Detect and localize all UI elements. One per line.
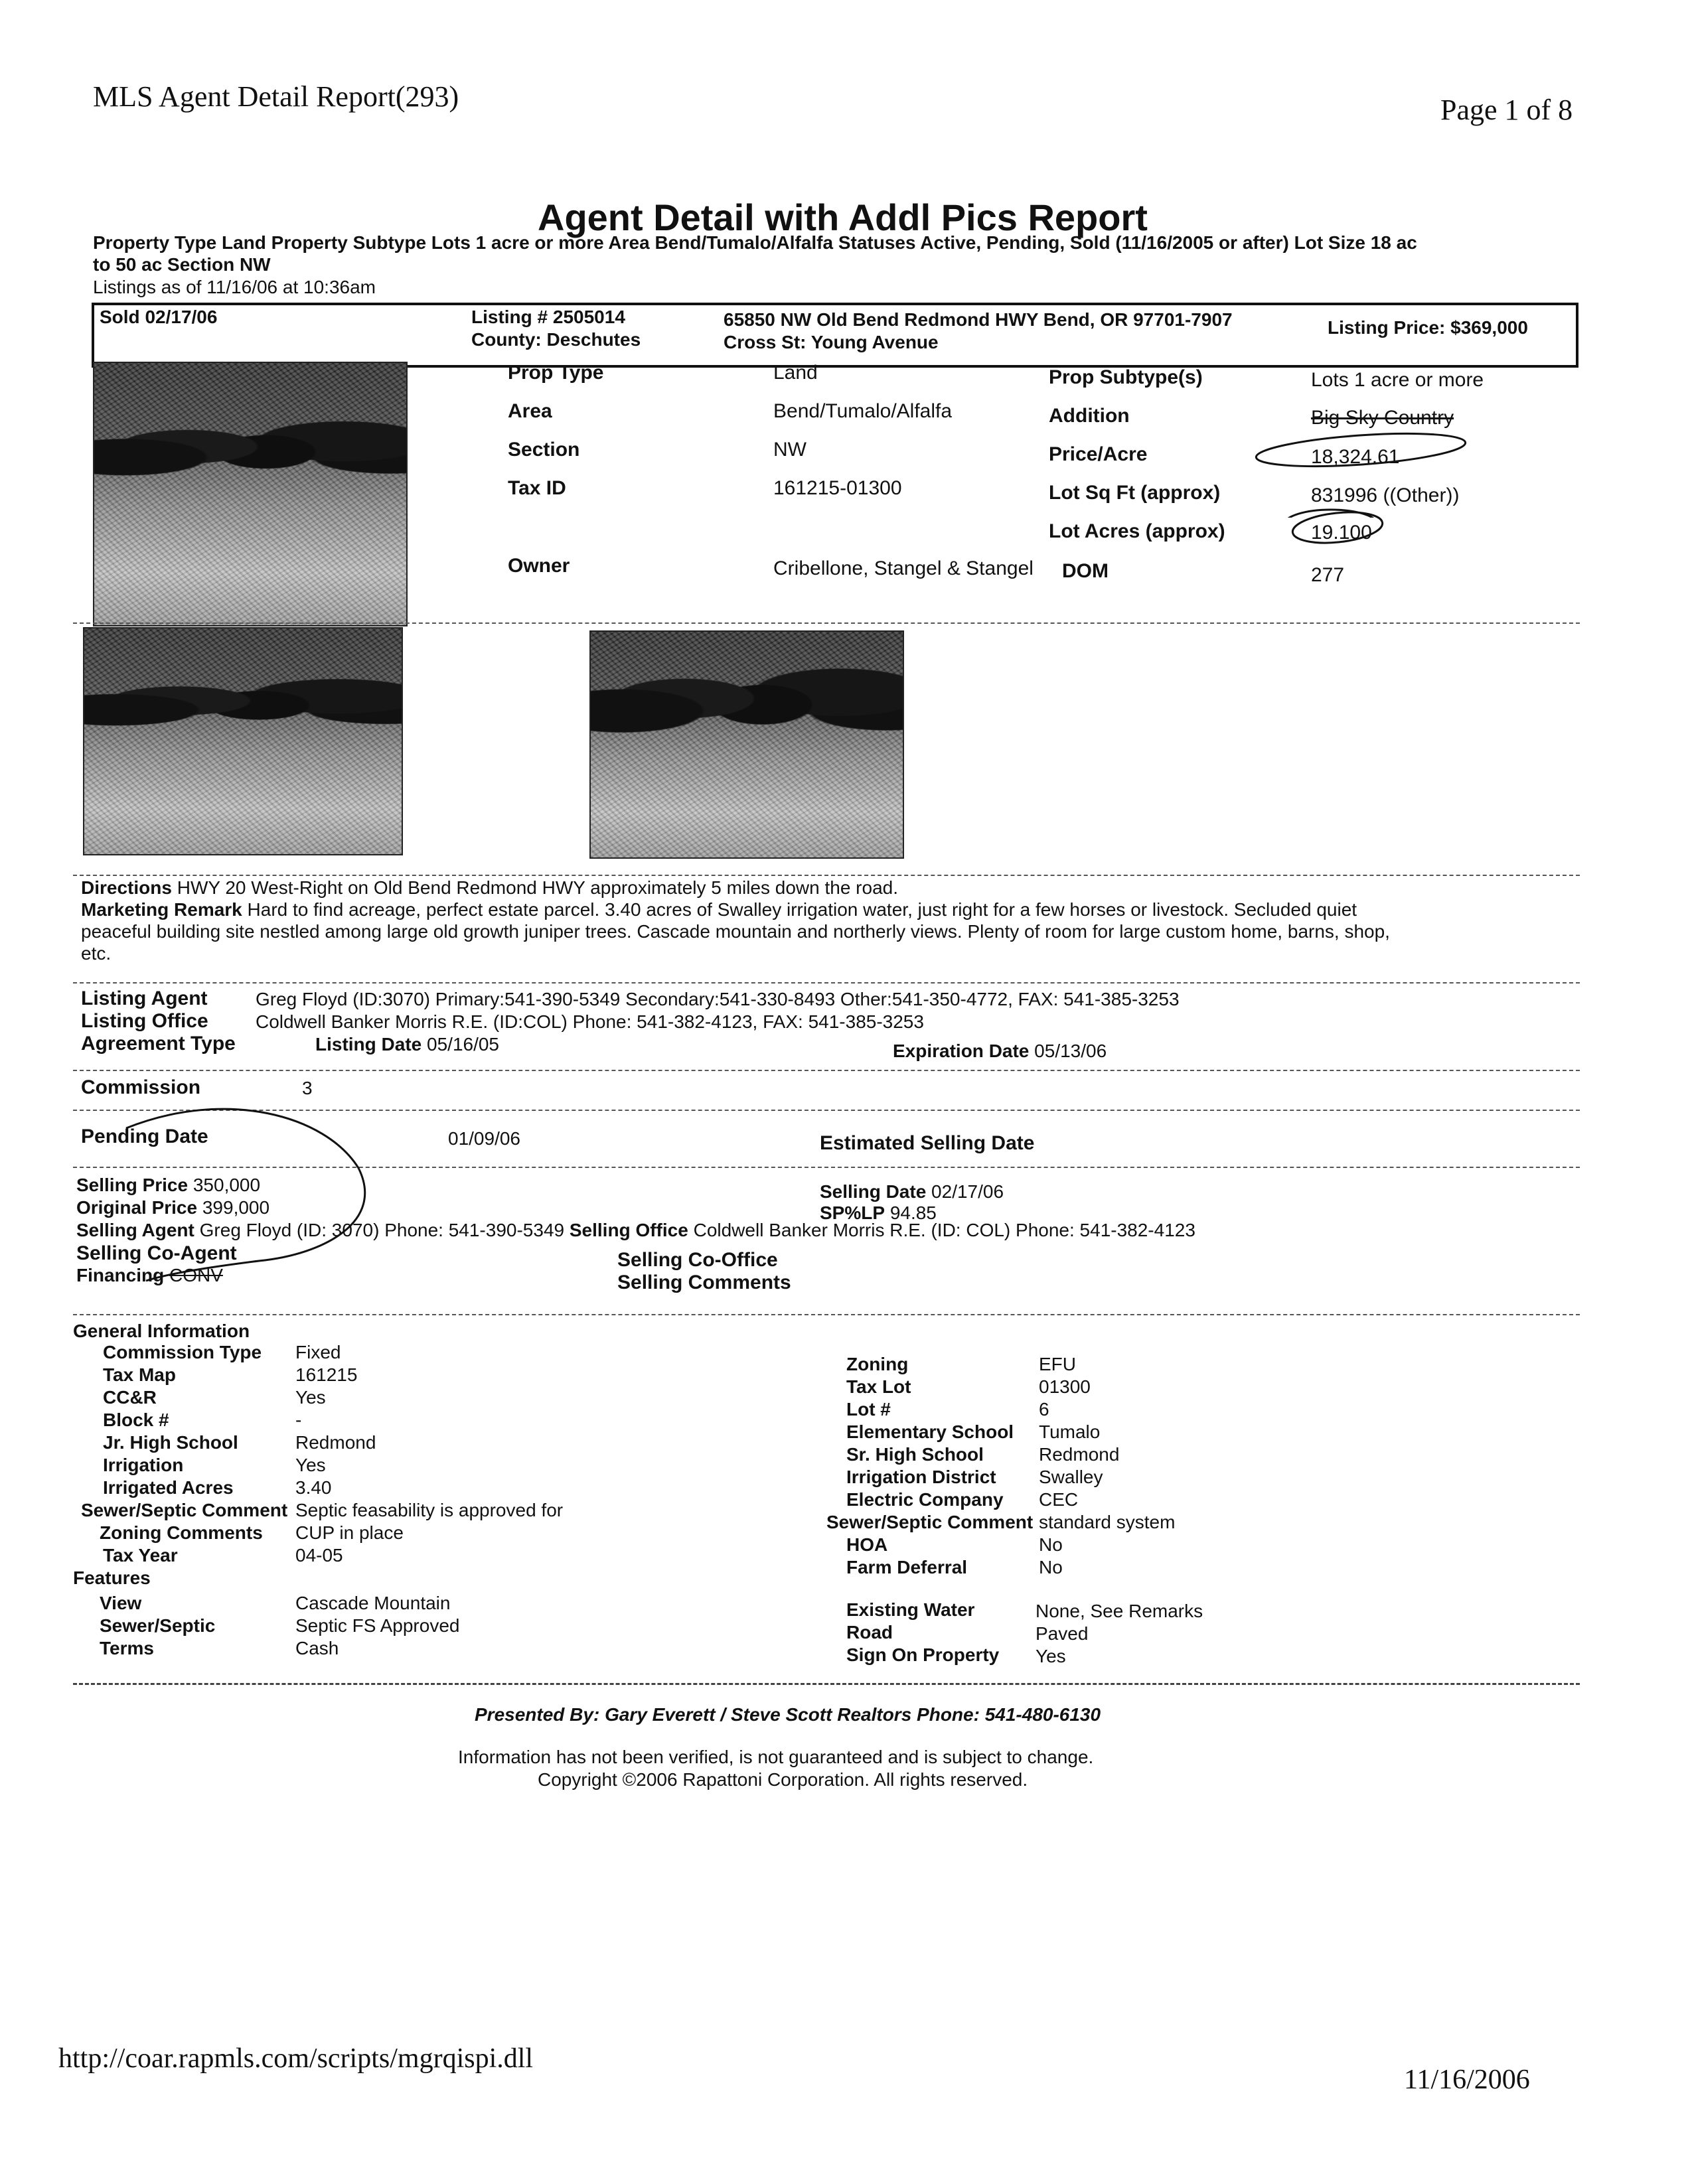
selling-date-label: Selling Date [820, 1181, 927, 1202]
lot-acres-circle [1288, 508, 1394, 547]
directions-text: HWY 20 West-Right on Old Bend Redmond HWY approximately 5 miles down the road. [177, 877, 899, 898]
selling-agent-value: Greg Floyd (ID: 3070) Phone: 541-390-5349 [199, 1220, 565, 1240]
general-right-label: Sr. High School [846, 1444, 984, 1465]
marketing-remark-line-3: etc. [81, 943, 112, 964]
agreement-type-label: Agreement Type [81, 1033, 236, 1055]
detail-value-2: 277 [1311, 564, 1345, 586]
general-left-value: 161215 [295, 1364, 358, 1385]
general-left-label: Jr. High School [103, 1432, 238, 1453]
general-left-value: 04-05 [295, 1545, 343, 1565]
general-left-label: Block # [103, 1410, 169, 1430]
general-right-value: Redmond [1039, 1444, 1120, 1465]
detail-label-2: Prop Subtype(s) [1049, 366, 1203, 388]
listing-office-label: Listing Office [81, 1010, 208, 1032]
general-left-value: - [295, 1410, 302, 1430]
feature-left-label: Sewer/Septic [100, 1615, 216, 1636]
original-price-label: Original Price [76, 1197, 198, 1218]
general-right-label: HOA [846, 1534, 888, 1555]
disclaimer: Information has not been verified, is not guaranteed and is subject to change. [458, 1747, 1094, 1767]
general-right-label: Farm Deferral [846, 1557, 968, 1577]
handwritten-circle-annotations [1248, 425, 1474, 518]
feature-right-label: Existing Water [846, 1599, 975, 1620]
listing-status: Sold 02/17/06 [100, 307, 218, 327]
listing-date-value: 05/16/05 [427, 1034, 500, 1055]
features-heading: Features [73, 1567, 151, 1588]
financing-label: Financing [76, 1265, 165, 1285]
selling-agent-label: Selling Agent [76, 1220, 194, 1240]
feature-left-value: Septic FS Approved [295, 1615, 460, 1636]
general-left-value: Septic feasability is approved for [295, 1500, 564, 1520]
general-left-label: Zoning Comments [100, 1522, 263, 1543]
detail-label: Area [508, 400, 552, 422]
marketing-remark-line-2: peaceful building site nestled among large old growth juniper trees. Cascade mountain and northerly views. Plenty of room for large custom home, barns, shop, [81, 921, 1390, 942]
detail-value: NW [773, 439, 807, 461]
selling-date-row [820, 1181, 1004, 1202]
lot-acres-value: 19.100 [1311, 522, 1372, 544]
feature-left-label: Terms [100, 1638, 154, 1658]
general-right-value: No [1039, 1534, 1063, 1555]
addition-value: Big Sky Country [1311, 407, 1454, 429]
detail-label-2: Lot Sq Ft (approx) [1049, 482, 1221, 504]
detail-value: 161215-01300 [773, 477, 902, 499]
selling-price-value: 350,000 [192, 1175, 261, 1195]
general-right-value: standard system [1039, 1512, 1176, 1532]
detail-value: Bend/Tumalo/Alfalfa [773, 400, 953, 422]
directions-label: Directions [81, 877, 172, 898]
feature-left-value: Cash [295, 1638, 339, 1658]
general-right-label: Elementary School [846, 1421, 1014, 1442]
criteria-line-1: Property Type Land Property Subtype Lots 1 acre or more Area Bend/Tumalo/Alfalfa Statuses Active, Pending, Sold (11/16/2005 or after) Lot Size 18 ac [93, 232, 1417, 253]
marketing-remark-row [81, 899, 1357, 920]
general-left-value: 3.40 [295, 1477, 332, 1498]
general-left-label: CC&R [103, 1387, 157, 1408]
detail-label: Prop Type [508, 362, 604, 384]
general-left-value: CUP in place [295, 1522, 404, 1543]
selling-office-label: Selling Office [569, 1220, 688, 1240]
detail-label-2: Addition [1049, 405, 1130, 427]
commission-value: 3 [302, 1078, 313, 1098]
detail-value-2: Lots 1 acre or more [1311, 369, 1484, 391]
pending-date-label: Pending Date [81, 1126, 208, 1147]
general-right-value: Tumalo [1039, 1421, 1101, 1442]
additional-photo-1 [83, 627, 403, 855]
feature-left-label: View [100, 1593, 142, 1613]
county: County: Deschutes [471, 329, 641, 350]
feature-right-value: Paved [1036, 1623, 1089, 1644]
listing-number: Listing # 2505014 [471, 307, 625, 327]
detail-label-2: Lot Acres (approx) [1049, 520, 1225, 542]
listings-as-of: Listings as of 11/16/06 at 10:36am [93, 277, 376, 297]
detail-label: Owner [508, 555, 570, 577]
expiration-date-row [893, 1041, 1107, 1062]
directions-row [81, 877, 898, 899]
pending-date-value: 01/09/06 [448, 1128, 520, 1149]
feature-left-value: Cascade Mountain [295, 1593, 451, 1613]
feature-right-value: None, See Remarks [1036, 1601, 1203, 1621]
property-address: 65850 NW Old Bend Redmond HWY Bend, OR 97701-7907 [724, 309, 1233, 330]
splp-value: 94.85 [889, 1202, 937, 1223]
general-right-label: Zoning [846, 1354, 909, 1374]
expiration-date-label: Expiration Date [893, 1041, 1030, 1061]
selling-comments-label: Selling Comments [617, 1272, 791, 1293]
general-right-label: Tax Lot [846, 1376, 911, 1397]
estimated-selling-date-label: Estimated Selling Date [820, 1132, 1035, 1154]
marketing-remark-label: Marketing Remark [81, 899, 242, 920]
general-left-label: Irrigation [103, 1455, 184, 1475]
handwritten-arc-annotation [106, 1075, 398, 1287]
cross-street: Cross St: Young Avenue [724, 332, 939, 352]
listing-office-value: Coldwell Banker Morris R.E. (ID:COL) Phone: 541-382-4123, FAX: 541-385-3253 [256, 1011, 924, 1032]
page-indicator: Page 1 of 8 [1440, 94, 1573, 126]
owner-value: Cribellone, Stangel & Stangel [773, 557, 1034, 579]
price-per-acre-value: 18,324.61 [1311, 446, 1400, 468]
general-left-label: Sewer/Septic Comment [81, 1500, 288, 1520]
general-left-value: Redmond [295, 1432, 376, 1453]
general-right-value: No [1039, 1557, 1063, 1577]
general-right-label: Electric Company [846, 1489, 1004, 1510]
report-window-title: MLS Agent Detail Report(293) [93, 80, 459, 113]
selling-date-value: 02/17/06 [931, 1181, 1004, 1202]
page-url: http://coar.rapmls.com/scripts/mgrqispi.dll [58, 2043, 534, 2074]
listing-agent-label: Listing Agent [81, 987, 208, 1009]
general-right-label: Irrigation District [846, 1467, 996, 1487]
general-left-label: Tax Year [103, 1545, 178, 1565]
selling-price-label: Selling Price [76, 1175, 189, 1195]
additional-photo-2 [589, 630, 904, 859]
detail-label-2: DOM [1062, 560, 1109, 582]
original-price-value: 399,000 [202, 1197, 270, 1218]
general-left-value: Fixed [295, 1342, 341, 1362]
financing-value: CONV [169, 1265, 223, 1285]
general-information-heading: General Information [73, 1321, 250, 1341]
detail-label: Tax ID [508, 477, 566, 499]
criteria-line-2: to 50 ac Section NW [93, 254, 271, 275]
detail-label: Section [508, 439, 580, 461]
feature-right-label: Sign On Property [846, 1644, 1000, 1665]
selling-coagent-label: Selling Co-Agent [76, 1242, 237, 1264]
general-left-label: Tax Map [103, 1364, 176, 1385]
marketing-remark-line-1: Hard to find acreage, perfect estate parcel. 3.40 acres of Swalley irrigation water, just right for a few horses or livestock. Secluded quiet [247, 899, 1357, 920]
detail-value: Land [773, 362, 818, 384]
presented-by: Presented By: Gary Everett / Steve Scott Realtors Phone: 541-480-6130 [475, 1704, 1101, 1725]
listing-price: Listing Price: $369,000 [1328, 317, 1528, 338]
general-right-value: 01300 [1039, 1376, 1091, 1397]
general-right-value: 6 [1039, 1399, 1049, 1420]
general-left-label: Irrigated Acres [103, 1477, 234, 1498]
general-left-value: Yes [295, 1387, 326, 1408]
general-right-label: Lot # [846, 1399, 891, 1420]
splp-label: SP%LP [820, 1202, 885, 1223]
selling-cooffice-label: Selling Co-Office [617, 1249, 778, 1271]
general-left-label: Commission Type [103, 1342, 262, 1362]
selling-office-value: Coldwell Banker Morris R.E. (ID: COL) Phone: 541-382-4123 [693, 1220, 1195, 1240]
copyright: Copyright ©2006 Rapattoni Corporation. All rights reserved. [538, 1769, 1028, 1790]
general-right-value: Swalley [1039, 1467, 1103, 1487]
print-date: 11/16/2006 [1404, 2065, 1530, 2095]
listing-agent-value: Greg Floyd (ID:3070) Primary:541-390-5349 Secondary:541-330-8493 Other:541-350-4772, FAX: 541-385-3253 [256, 989, 1180, 1009]
general-right-value: CEC [1039, 1489, 1079, 1510]
listing-date-label: Listing Date [315, 1034, 422, 1055]
expiration-date-value: 05/13/06 [1034, 1041, 1107, 1061]
listing-date-row [315, 1034, 499, 1055]
detail-label-2: Price/Acre [1049, 443, 1148, 465]
general-right-label: Sewer/Septic Comment [826, 1512, 1034, 1532]
feature-right-label: Road [846, 1622, 893, 1642]
report-heading: Agent Detail with Addl Pics Report [538, 196, 1148, 238]
detail-value-2: 831996 ((Other)) [1311, 484, 1460, 506]
commission-label: Commission [81, 1076, 201, 1098]
general-left-value: Yes [295, 1455, 326, 1475]
general-right-value: EFU [1039, 1354, 1076, 1374]
main-property-photo [93, 362, 408, 626]
feature-right-value: Yes [1036, 1646, 1066, 1666]
